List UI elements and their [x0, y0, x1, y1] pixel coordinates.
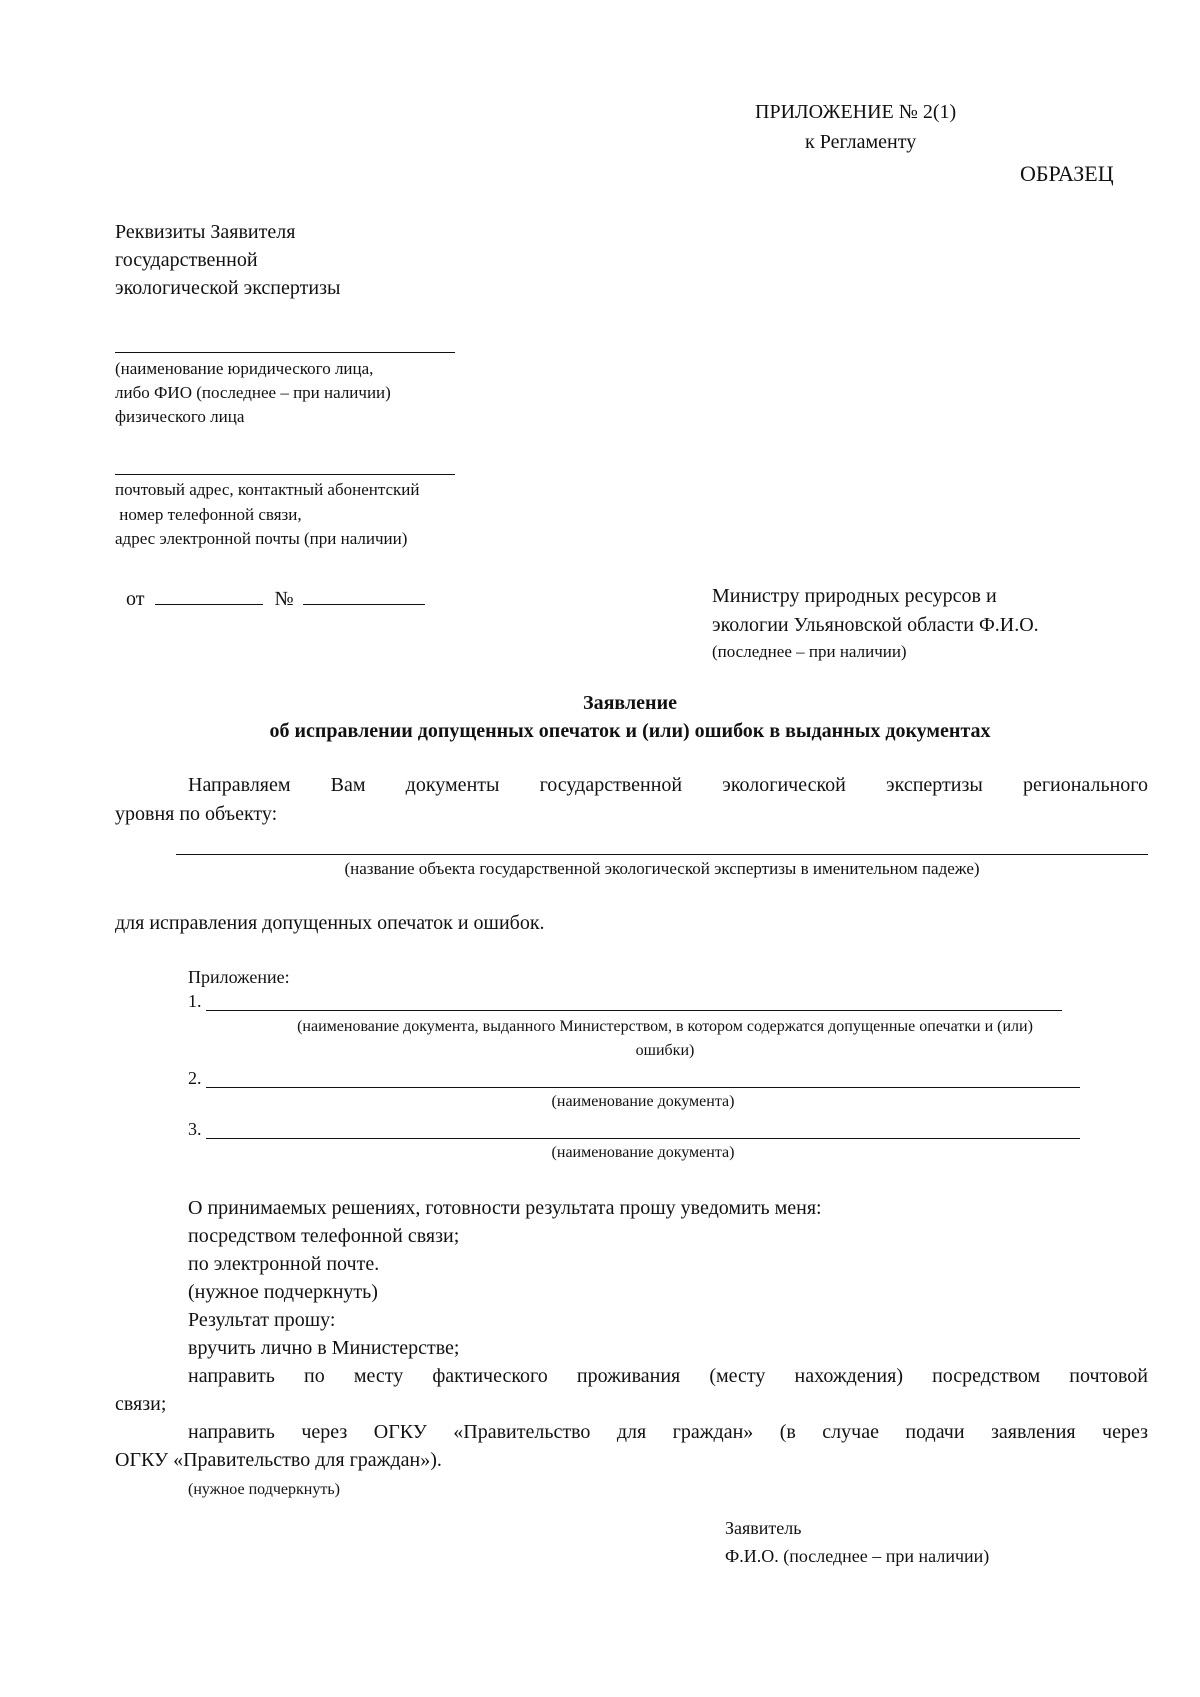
legal-entity-caption: (наименование юридического лица, [115, 359, 374, 378]
document-subtitle: об исправлении допущенных опечаток и (или) ошибок в выданных документах [269, 720, 991, 742]
attachment-number: 1. [188, 991, 202, 1011]
attachment-number: 3. [188, 1119, 202, 1139]
attachment-line[interactable] [206, 1010, 1062, 1011]
attachments-label: Приложение: [188, 967, 290, 987]
purpose-text: для исправления допущенных опечаток и ошибок. [115, 912, 545, 934]
notify-line: О принимаемых решениях, готовности результата прошу уведомить меня: [188, 1197, 822, 1219]
from-label: от [126, 588, 145, 610]
legal-entity-caption: физического лица [115, 407, 245, 426]
number-field[interactable] [303, 586, 425, 605]
appendix-subtitle: к Регламенту [805, 131, 917, 153]
contacts-line [115, 474, 455, 475]
requisites-line: государственной [115, 249, 258, 271]
contacts-caption: почтовый адрес, контактный абонентский [115, 480, 420, 499]
attachment-line[interactable] [206, 1087, 1080, 1088]
notify-line: вручить лично в Министерстве; [188, 1337, 460, 1359]
date-field[interactable] [155, 586, 263, 605]
body-paragraph-line1: Направляем Вам документы государственной экологической экспертизы регионального [188, 774, 1148, 796]
notify-mail-line2: связи; [115, 1393, 167, 1415]
legal-entity-line [115, 352, 455, 353]
attachment-caption: ошибки) [635, 1042, 695, 1059]
notify-ogku-line1: направить через ОГКУ «Правительство для граждан» (в случае подачи заявления через [188, 1421, 1148, 1443]
notify-line: Результат прошу: [188, 1309, 336, 1331]
sample-mark: ОБРАЗЕЦ [1020, 161, 1114, 186]
object-name-line [176, 854, 1148, 855]
legal-entity-caption: либо ФИО (последнее – при наличии) [115, 383, 391, 402]
signature-name: Ф.И.О. (последнее – при наличии) [725, 1546, 990, 1566]
attachment-caption: (наименование документа) [551, 1144, 735, 1161]
addressee-line: экологии Ульяновской области Ф.И.О. [712, 614, 1039, 636]
notify-line: посредством телефонной связи; [188, 1225, 460, 1247]
underline-note: (нужное подчеркнуть) [188, 1481, 340, 1498]
document-title: Заявление [583, 692, 677, 714]
requisites-line: Реквизиты Заявителя [115, 221, 296, 243]
notify-line: (нужное подчеркнуть) [188, 1281, 378, 1303]
date-row [126, 586, 425, 612]
contacts-caption: номер телефонной связи, [115, 505, 302, 524]
addressee-line: Министру природных ресурсов и [712, 585, 997, 607]
notify-line: по электронной почте. [188, 1253, 380, 1275]
contacts-caption: адрес электронной почты (при наличии) [115, 529, 408, 548]
notify-ogku-line2: ОГКУ «Правительство для граждан»). [115, 1449, 442, 1471]
addressee-note: (последнее – при наличии) [712, 642, 907, 661]
signature-label: Заявитель [725, 1518, 802, 1538]
notify-mail-line1: направить по месту фактического проживания (месту нахождения) посредством почтовой [188, 1365, 1148, 1387]
attachment-caption: (наименование документа) [551, 1093, 735, 1110]
attachment-number: 2. [188, 1068, 202, 1088]
requisites-line: экологической экспертизы [115, 277, 341, 299]
attachment-caption: (наименование документа, выданного Министерством, в котором содержатся допущенные опечатки и (или) [297, 1018, 1033, 1035]
number-label: № [274, 588, 294, 610]
appendix-title: ПРИЛОЖЕНИЕ № 2(1) [755, 101, 957, 123]
object-caption: (название объекта государственной экологической экспертизы в именительном падеже) [344, 859, 980, 878]
attachment-line[interactable] [206, 1138, 1080, 1139]
body-paragraph-line2: уровня по объекту: [115, 803, 278, 825]
